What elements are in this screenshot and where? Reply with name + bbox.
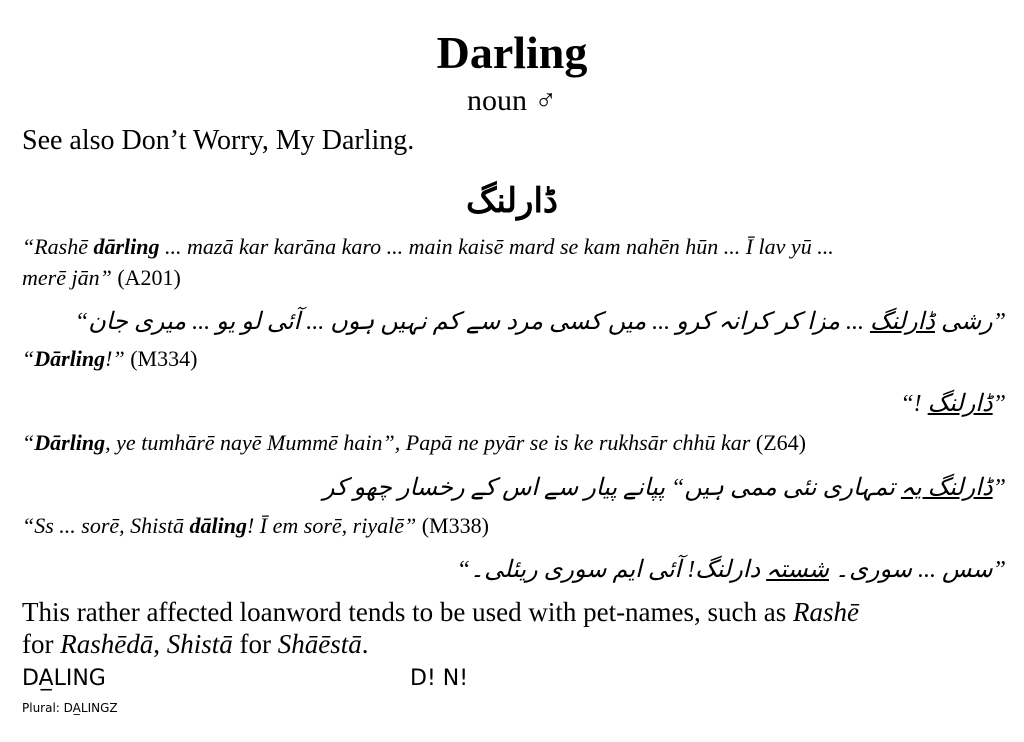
example-2-pre: “ — [22, 346, 35, 371]
example-3-urdu-underlined: ڈارلنگ یہ — [900, 475, 993, 501]
transliteration-word: DA̲LING — [22, 666, 106, 691]
example-3-pre: “ — [22, 430, 35, 455]
example-4-bold: dāling — [189, 513, 247, 538]
example-2-source: (M334) — [124, 346, 198, 371]
usage-note — [22, 596, 1012, 660]
entry-title: Darling — [436, 27, 588, 78]
example-1-post: ... mazā kar karāna karo ... main kaisē mard se kam nahēn hūn ... Ī lav yū ... — [159, 234, 834, 259]
example-1-urdu-post: ... مزا کر کرانہ کرو ... میں کسی مرد سے کم نہیں ہوں ... آئی لو یو ... میری جان“ — [74, 309, 870, 335]
example-1-urdu-pre: ”رشی — [934, 309, 1006, 335]
example-1-roman — [22, 232, 1008, 262]
usage-note-line2 — [22, 629, 368, 659]
example-4-urdu-pre: ”سس ... سوری۔ — [829, 557, 1006, 583]
usage-note-name-3: Shistā — [166, 629, 233, 659]
example-1-urdu-underlined: ڈارلنگ — [869, 309, 935, 335]
example-2-urdu-pre: ” — [992, 391, 1006, 417]
example-2-bold: Dārling — [34, 346, 106, 371]
example-1-bold: dārling — [93, 234, 160, 259]
example-3-bold: Dārling — [34, 430, 106, 455]
example-1-source: (A201) — [111, 265, 181, 290]
usage-note-text-4: for — [232, 629, 278, 659]
example-4-urdu-post: دارلنگ! آئی ایم سوری ریئلی۔“ — [456, 557, 767, 583]
example-3-post: , ye tumhārē nayē Mummē hain”, Papā ne pyār se is ke rukhsār chhū kar — [105, 430, 751, 455]
example-2-post: !” — [105, 346, 125, 371]
example-3-urdu — [323, 471, 1006, 505]
usage-note-name-2: Rashēdā — [60, 629, 154, 659]
example-4-pre: “Ss ... sorē, Shistā — [22, 513, 190, 538]
example-4-roman — [22, 511, 1008, 541]
example-1-line2: merē jān” — [22, 265, 112, 290]
example-2-roman — [22, 344, 1008, 374]
usage-note-text-1: This rather affected loanword tends to be used with pet-names, such as — [22, 597, 794, 627]
example-2-urdu-post: !“ — [900, 391, 928, 417]
part-of-speech: noun ♂ — [467, 84, 557, 117]
example-4-post: ! Ī em sorē, riyalē” — [246, 513, 417, 538]
transliteration-plural: Plural: DA̲LINGZ — [22, 701, 118, 715]
usage-note-text-3: , — [153, 629, 167, 659]
example-3-roman — [22, 428, 1008, 458]
urdu-headword: ڈارلنگ — [465, 183, 559, 220]
example-2-urdu — [900, 387, 1006, 421]
usage-note-text-5: . — [361, 629, 369, 659]
example-4-source: (M338) — [416, 513, 489, 538]
example-3-urdu-post: تمہاری نئی ممی ہیں“ پپانے پیار سے اس کے رخسار چھو کر — [322, 475, 901, 501]
example-1-roman-line2 — [22, 263, 1008, 293]
usage-note-name-4: Shāēstā — [277, 629, 362, 659]
example-4-urdu — [457, 553, 1006, 587]
usage-note-name-1: Rashē — [793, 597, 860, 627]
example-1-urdu — [75, 305, 1006, 339]
usage-note-text-2: for — [22, 629, 61, 659]
see-also-line: See also Don’t Worry, My Darling. — [22, 125, 415, 156]
example-4-urdu-underlined: شستہ — [766, 557, 829, 583]
example-3-source: (Z64) — [750, 430, 806, 455]
example-2-urdu-underlined: ڈارلنگ — [927, 391, 993, 417]
transliteration-code: D! N! — [410, 666, 469, 691]
example-3-urdu-pre: ” — [992, 475, 1006, 501]
example-1-pre: “Rashē — [22, 234, 94, 259]
